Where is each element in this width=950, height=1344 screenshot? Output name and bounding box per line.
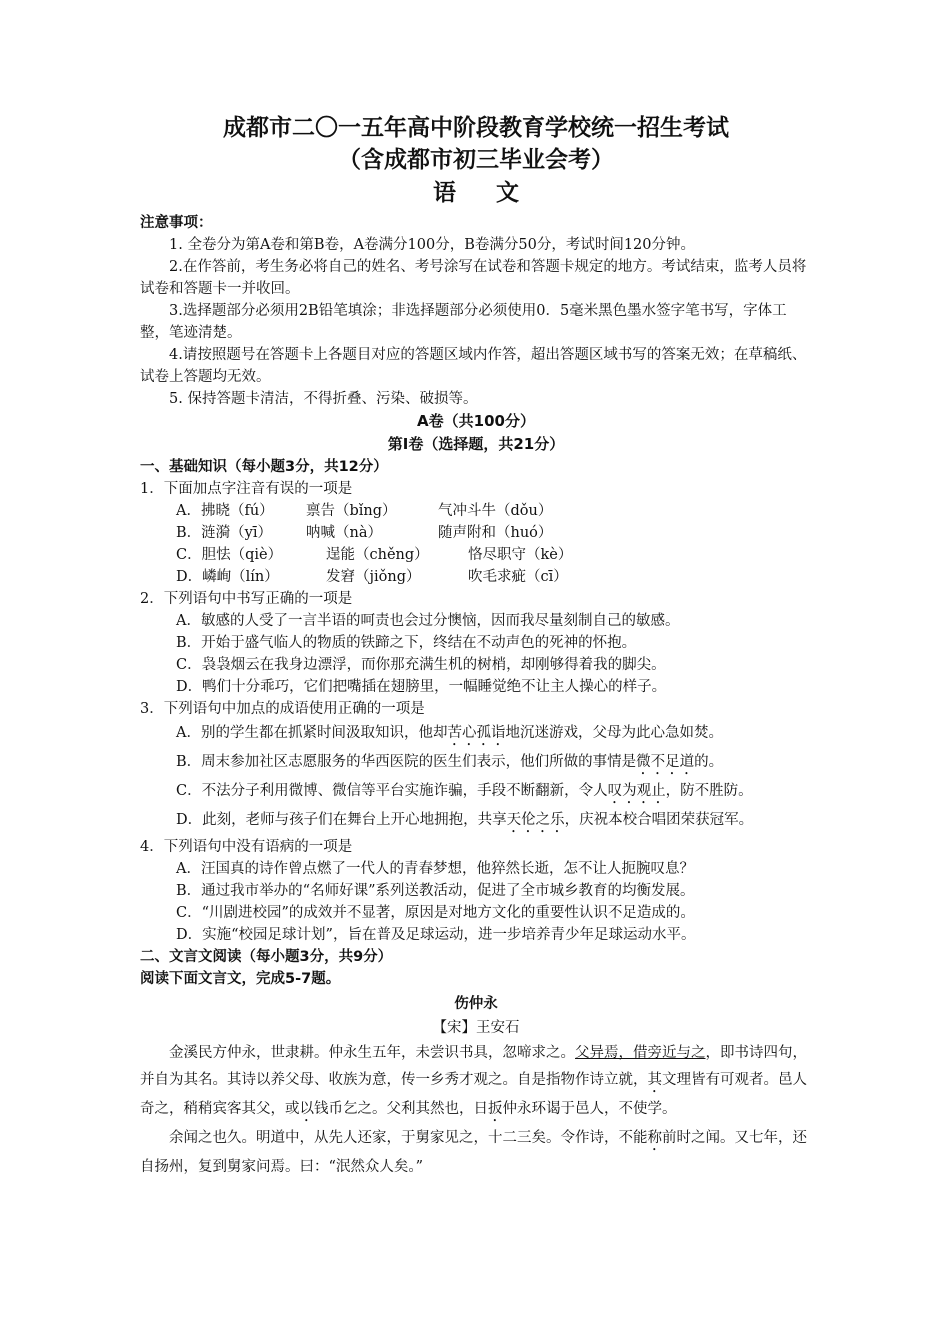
notice-item-1: 1. 全卷分为第A卷和第B卷，A卷满分100分，B卷满分50分，考试时间120分钟。 <box>169 237 695 253</box>
notice-item-2: 2.在作答前，考生务必将自己的姓名、考号涂写在试卷和答题卡规定的地方。考试结束，监考人员将试卷和答题卡一并收回。 <box>140 259 807 297</box>
q2-stem: 2．下列语句中书写正确的一项是 <box>140 591 353 607</box>
subject-title: 语文 <box>433 180 559 206</box>
q3-option-d: D．此刻，老师与孩子们在舞台上开心地拥抱，共享天伦之乐，庆祝本校合唱团荣获冠军。 <box>176 812 754 828</box>
q4-option-c: C．“川剧进校园”的成效并不显著，原因是对地方文化的重要性认识不足造成的。 <box>176 905 695 921</box>
notice-item-4: 4.请按照题号在答题卡上各题目对应的答题区域内作答，超出答题区域书写的答案无效；在草稿纸、试卷上答题均无效。 <box>140 347 807 385</box>
q1-option-b: B．涟漪（yī） 呐喊（nà） 随声附和（huó） <box>176 525 553 541</box>
notice-item-5: 5. 保持答题卡清洁，不得折叠、污染、破损等。 <box>169 391 478 407</box>
exam-title: 成都市二〇一五年高中阶段教育学校统一招生考试 <box>223 115 729 141</box>
q4-option-a: A．汪国真的诗作曾点燃了一代人的青春梦想，他猝然长逝，怎不让人扼腕叹息？ <box>176 861 694 877</box>
q3-option-c: C．不法分子利用微博、微信等平台实施诈骗，手段不断翻新，令人叹为观止，防不胜防。 <box>176 783 753 799</box>
passage-author: 【宋】王安石 <box>432 1020 520 1036</box>
part-one-heading: 一、基础知识（每小题3分，共12分） <box>140 459 388 475</box>
q2-option-a: A．敏感的人受了一言半语的呵责也会过分懊恼，因而我尽量刻制自己的敏感。 <box>176 613 680 629</box>
exam-subtitle: （含成都市初三毕业会考） <box>338 147 614 173</box>
q3-option-a: A．别的学生都在抓紧时间汲取知识，他却苦心孤诣地沉迷游戏，父母为此心急如焚。 <box>176 725 723 741</box>
exam-page <box>140 112 812 1181</box>
q2-option-b: B．开始于盛气临人的物质的铁蹄之下，终结在不动声色的死神的怀抱。 <box>176 635 637 651</box>
q3-option-b: B．周末参加社区志愿服务的华西医院的医生们表示，他们所做的事情是微不足道的。 <box>176 754 724 770</box>
reading-instruction: 阅读下面文言文，完成5-7题。 <box>140 971 341 987</box>
section-a-title: A卷（共100分） <box>417 412 535 430</box>
passage-paragraph-1: 金溪民方仲永，世隶耕。仲永生五年，未尝识书具，忽啼求之。父异焉，借旁近与之，即书诗四句，并自为其名。其诗以养父母、收族为意，传一乡秀才观之。自是指物作诗立就，其文理皆有可观者。邑人奇之，稍稍宾客其父，或以钱币乞之。父利其然也，日扳仲永环谒于邑人，不使学。 <box>140 1045 807 1117</box>
q1-option-a: A．拂晓（fú） 禀告（bǐng） 气冲斗牛（dǒu） <box>176 503 553 519</box>
question-3 <box>140 698 812 836</box>
part1-title: 第Ⅰ卷（选择题，共21分） <box>387 435 565 453</box>
q3-stem: 3．下列语句中加点的成语使用正确的一项是 <box>140 701 425 717</box>
passage-paragraph-2: 余闻之也久。明道中，从先人还家，于舅家见之，十二三矣。令作诗，不能称前时之闻。又七年，还自扬州，复到舅家问焉。曰：“泯然众人矣。” <box>140 1130 807 1175</box>
notice-heading: 注意事项： <box>140 215 213 231</box>
q4-stem: 4．下列语句中没有语病的一项是 <box>140 839 353 855</box>
q4-option-b: B．通过我市举办的“名师好课”系列送教活动，促进了全市城乡教育的均衡发展。 <box>176 883 695 899</box>
notice-section <box>140 212 812 410</box>
q1-option-c: C．胆怯（qiè） 逞能（chěng） 恪尽职守（kè） <box>176 547 573 563</box>
question-2 <box>140 588 812 698</box>
q4-option-d: D．实施“校园足球计划”，旨在普及足球运动，进一步培养青少年足球运动水平。 <box>176 927 696 943</box>
passage-title: 伤仲永 <box>454 996 498 1012</box>
q1-stem: 1．下面加点字注音有误的一项是 <box>140 481 353 497</box>
q1-option-d: D．嶙峋（lín） 发窘（jiǒng） 吹毛求疵（cī） <box>176 569 568 585</box>
notice-item-3: 3.选择题部分必须用2B铅笔填涂；非选择题部分必须使用0．5毫米黑色墨水签字笔书写，字体工整，笔迹清楚。 <box>140 303 787 341</box>
question-4 <box>140 836 812 946</box>
part-two-heading: 二、文言文阅读（每小题3分，共9分） <box>140 949 393 965</box>
q2-option-d: D．鸭们十分乖巧，它们把嘴插在翅膀里，一幅睡觉绝不让主人操心的样子。 <box>176 679 667 695</box>
question-1 <box>140 478 812 588</box>
q2-option-c: C．袅袅烟云在我身边漂浮，而你那充满生机的树梢，却刚够得着我的脚尖。 <box>176 657 666 673</box>
